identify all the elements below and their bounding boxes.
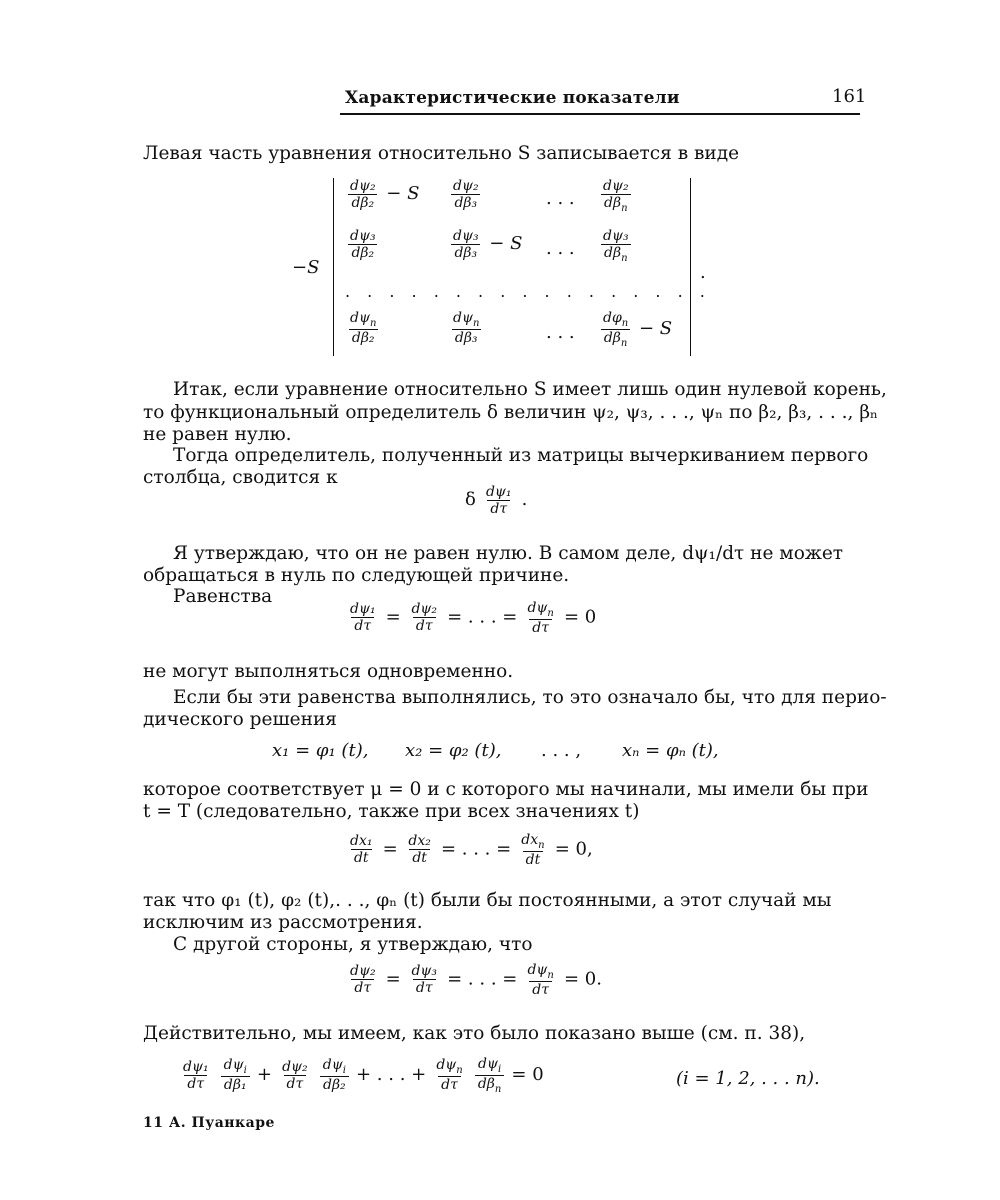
det-cell-rnc4: $\frac{d\varphi_n}{d\beta_n}$ − S (598, 310, 672, 349)
formula-equalities-2: $\frac{\text{dψ₂}}{d\tau}$ = $\frac{\text{dψ₃}}{d\tau}$ = . . . = $\frac{d\psi_n}{d\tau}$ = 0. (350, 962, 602, 998)
det-right-bar (690, 178, 691, 356)
det-cell-rnc3: . . . (546, 322, 575, 343)
paragraph-9-line1: так что φ₁ (t), φ₂ (t),. . ., φₙ (t) были бы постоянными, а этот случай мы (143, 890, 832, 911)
paragraph-8-line1: которое соответствует μ = 0 и с которого мы начинали, мы имели бы при (143, 779, 869, 800)
footer-signature: 11 А. Пуанкаре (143, 1115, 275, 1131)
formula-sum: $\frac{\text{dψ₁}}{d\tau}$ $\frac{d\psi_i}{\text{dβ₁}}$ + $\frac{\text{dψ₂}}{d\tau}$ $\frac{d\psi_i}{\text{dβ₂}}$ + . . . + $\frac{d\psi_n}{d\tau}$ $\frac{d\psi_i}{d\beta_n}$ = 0 (183, 1056, 544, 1095)
det-cell-r2c1: $\frac{\text{dψ₃}}{\text{dβ₂}}$ (350, 228, 376, 261)
formula-solution-2: x₂ = φ₂ (t), (405, 740, 502, 761)
paragraph-11: Действительно, мы имеем, как это было показано выше (см. п. 38), (143, 1023, 806, 1044)
det-cell-r2c3: . . . (546, 238, 575, 259)
page-number: 161 (832, 86, 867, 107)
header-rule (340, 113, 860, 115)
det-cell-r1c1: $\frac{\text{dψ₂}}{\text{dβ₂}}$ − S (350, 178, 420, 211)
det-cell-r1c3: . . . (546, 188, 575, 209)
paragraph-7-line2: дического решения (143, 709, 337, 730)
paragraph-7-line1: Если бы эти равенства выполнялись, то это означало бы, что для перио- (173, 687, 887, 708)
det-suffix: . (700, 262, 706, 283)
det-cell-r1c4: $\frac{\text{dψ₂}}{d\beta_n}$ (603, 178, 629, 214)
paragraph-4-line1: Я утверждаю, что он не равен нулю. В самом деле, dψ₁/dτ не может (173, 543, 844, 564)
det-cell-rnc2: $\frac{d\psi_n}{\text{dβ₃}}$ (453, 310, 480, 346)
paragraph-9-line2: исключим из рассмотрения. (143, 912, 423, 933)
running-head-title: Характеристические показатели (345, 88, 680, 108)
formula-dxdt: $\frac{\text{dx₁}}{dt}$ = $\frac{\text{dx₂}}{dt}$ = . . . = $\frac{dx_n}{dt}$ = 0, (350, 832, 593, 868)
det-cell-r2c4: $\frac{\text{dψ₃}}{d\beta_n}$ (603, 228, 629, 264)
paragraph-2-line1: Итак, если уравнение относительно S имеет лишь один нулевой корень, (173, 379, 887, 400)
paragraph-3-line2: столбца, сводится к (143, 467, 338, 488)
paragraph-8-line2: t = T (следовательно, также при всех значениях t) (143, 801, 640, 822)
formula-solution-n: xₙ = φₙ (t), (622, 740, 719, 761)
det-cell-r1c2: $\frac{\text{dψ₂}}{\text{dβ₃}}$ (453, 178, 479, 211)
det-left-bar (333, 178, 334, 356)
paragraph-10: С другой стороны, я утверждаю, что (173, 934, 533, 955)
paragraph-6: не могут выполняться одновременно. (143, 661, 514, 682)
det-prefix: −S (292, 257, 320, 278)
formula-equalities-1: $\frac{\text{dψ₁}}{d\tau}$ = $\frac{\text{dψ₂}}{d\tau}$ = . . . = $\frac{d\psi_n}{d\tau}$ = 0 (350, 600, 597, 636)
formula-delta: δ $\frac{\text{dψ₁}}{d\tau}$ . (465, 484, 528, 517)
paragraph-4-line2: обращаться в нуль по следующей причине. (143, 565, 570, 586)
formula-sum-index: (i = 1, 2, . . . n). (676, 1068, 820, 1089)
det-cell-rnc1: $\frac{d\psi_n}{\text{dβ₂}}$ (350, 310, 377, 346)
paragraph-3-line1: Тогда определитель, полученный из матрицы вычеркиванием первого (173, 445, 869, 466)
paragraph-intro: Левая часть уравнения относительно S записывается в виде (143, 143, 740, 164)
formula-solution-1: x₁ = φ₁ (t), (272, 740, 369, 761)
det-dots-row: . . . . . . . . . . . . . . . . . (345, 282, 711, 301)
paragraph-2-line3: не равен нулю. (143, 424, 292, 445)
det-cell-r2c2: $\frac{\text{dψ₃}}{\text{dβ₃}}$ − S (453, 228, 523, 261)
paragraph-5: Равенства (173, 586, 273, 607)
paragraph-2-line2: то функциональный определитель δ величин ψ₂, ψ₃, . . ., ψₙ по β₂, β₃, . . ., βₙ (143, 402, 879, 423)
formula-solution-dots: . . . , (541, 740, 582, 761)
